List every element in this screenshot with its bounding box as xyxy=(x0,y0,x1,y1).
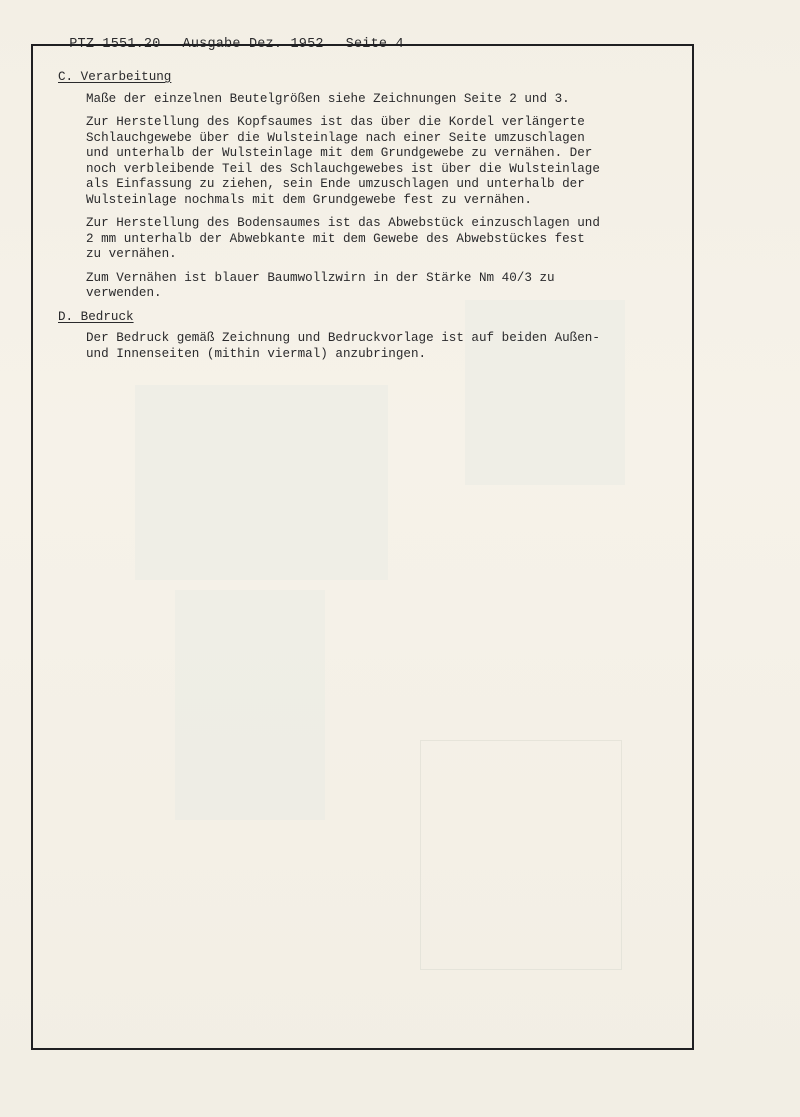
section-heading: D. Bedruck xyxy=(58,309,134,324)
edition: Ausgabe Dez. 1952 xyxy=(182,37,324,52)
section-verarbeitung xyxy=(58,70,678,302)
page-number: Seite 4 xyxy=(345,37,404,52)
paragraph: Der Bedruck gemäß Zeichnung und Bedruckvorlage ist auf beiden Außen- und Innenseiten (mithin viermal) anzubringen. xyxy=(86,331,600,361)
paragraph: Maße der einzelnen Beutelgrößen siehe Zeichnungen Seite 2 und 3. xyxy=(86,91,570,106)
document-body xyxy=(58,70,678,370)
section-heading: C. Verarbeitung xyxy=(58,70,172,84)
paragraph: Zur Herstellung des Bodensaumes ist das Abwebstück einzuschlagen und 2 mm unterhalb der Abwebkante mit dem Gewebe des Abwebstückes fest zu vernähen. xyxy=(86,216,600,261)
document-id: PTZ 1551.20 xyxy=(69,37,161,52)
section-bedruck xyxy=(58,310,678,363)
paragraph: Zum Vernähen ist blauer Baumwollzwirn in der Stärke Nm 40/3 zu verwenden. xyxy=(86,270,555,300)
paragraph: Zur Herstellung des Kopfsaumes ist das über die Kordel verlängerte Schlauchgewebe über die Wulsteinlage nach einer Seite umzuschlagen und unterhalb der Wulsteinlage mit dem Grundgewebe zu vernähen. Der noch verbleibende Teil des Schlauchgewebes ist über die Wulsteinlage als Einfassung zu ziehen, sein Ende umzuschlagen und unterhalb der Wulsteinlage nochmals mit dem Grundgewebe fest zu vernähen. xyxy=(86,115,600,207)
